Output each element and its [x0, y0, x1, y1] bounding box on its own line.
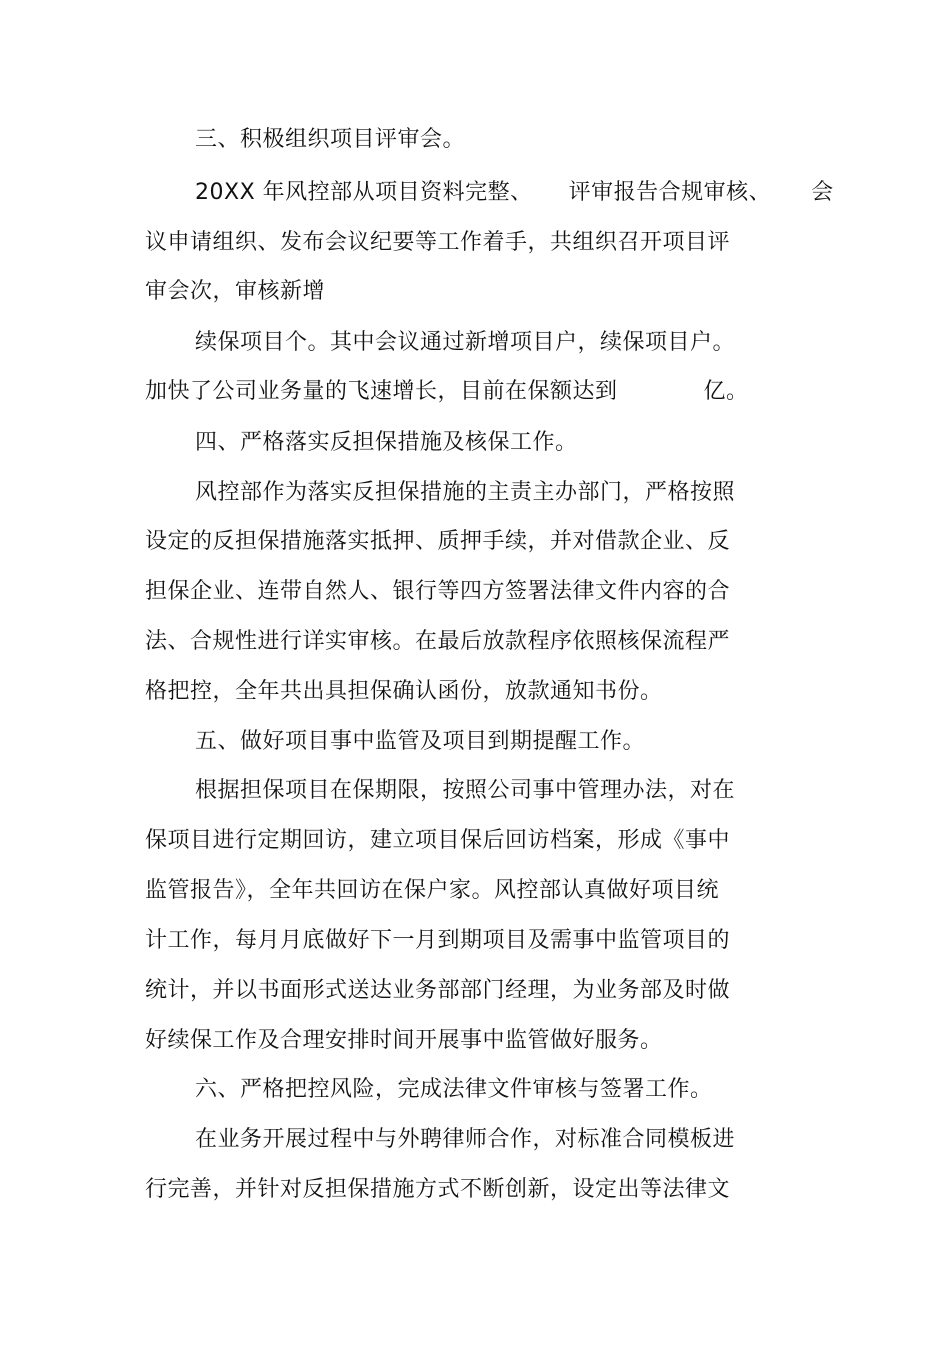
paragraph-line: 好续保工作及合理安排时间开展事中监管做好服务。	[145, 1028, 663, 1053]
paragraph-line: 保项目进行定期回访，建立项目保后回访档案，形成《事中	[145, 828, 731, 853]
paragraph-line	[145, 377, 749, 407]
text-fragment: 亿。	[703, 379, 749, 404]
paragraph-line: 根据担保项目在保期限，按照公司事中管理办法，对在	[195, 778, 736, 803]
paragraph-line: 统计，并以书面形式送达业务部部门经理，为业务部及时做	[145, 978, 731, 1003]
paragraph-line: 续保项目个。其中会议通过新增项目户，续保项目户。	[195, 330, 736, 355]
text-fragment: 20XX 年风控部从项目资料完整、	[195, 180, 533, 205]
heading-6: 六、严格把控风险，完成法律文件审核与签署工作。	[195, 1077, 713, 1102]
heading-4: 四、严格落实反担保措施及核保工作。	[195, 430, 578, 455]
paragraph-line: 计工作，每月月底做好下一月到期项目及需事中监管项目的	[145, 928, 731, 953]
heading-5: 五、做好项目事中监管及项目到期提醒工作。	[195, 729, 646, 754]
paragraph-line: 格把控，全年共出具担保确认函份，放款通知书份。	[145, 679, 663, 704]
paragraph-line: 在业务开展过程中与外聘律师合作，对标准合同模板进	[195, 1127, 736, 1152]
heading-3: 三、积极组织项目评审会。	[195, 127, 466, 152]
paragraph-line: 风控部作为落实反担保措施的主责主办部门，严格按照	[195, 480, 736, 505]
text-fragment: 评审报告合规审核、	[568, 180, 772, 205]
text-fragment: 加快了公司业务量的飞速增长，目前在保额达到	[145, 379, 618, 404]
text-fragment: 会	[811, 180, 834, 205]
paragraph-line: 法、合规性进行详实审核。在最后放款程序依照核保流程严	[145, 629, 731, 654]
paragraph-line: 监管报告》，全年共回访在保户家。风控部认真做好项目统	[145, 878, 720, 903]
paragraph-line: 审会次，审核新增	[145, 279, 326, 304]
paragraph-line: 担保企业、连带自然人、银行等四方签署法律文件内容的合	[145, 579, 731, 604]
paragraph-line: 议申请组织、发布会议纪要等工作着手，共组织召开项目评	[145, 230, 731, 255]
paragraph-line	[195, 178, 834, 208]
paragraph-line: 行完善，并针对反担保措施方式不断创新，设定出等法律文	[145, 1177, 731, 1202]
paragraph-line: 设定的反担保措施落实抵押、质押手续，并对借款企业、反	[145, 529, 731, 554]
